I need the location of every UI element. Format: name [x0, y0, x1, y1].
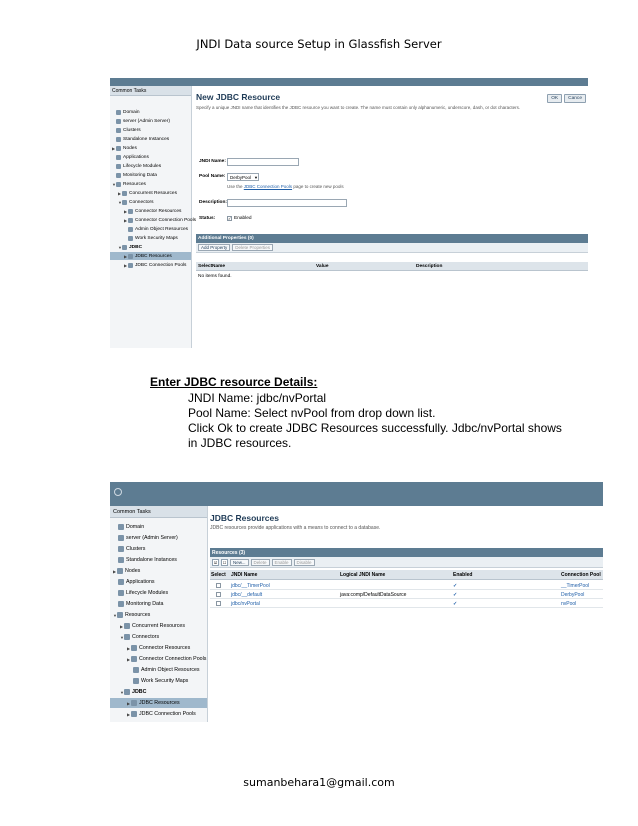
- cancel-button[interactable]: Cance: [564, 94, 586, 103]
- folder-icon: [128, 209, 133, 214]
- tree-item-jdbc-connection-pools[interactable]: ▶ JDBC Connection Pools: [127, 711, 196, 717]
- server-icon: [118, 535, 124, 541]
- jndi-name-link[interactable]: jdbc/__TimerPool: [231, 582, 270, 589]
- server-icon: [116, 119, 121, 124]
- enabled-check-icon: ✓: [453, 591, 458, 598]
- additional-properties-toolbar: [196, 243, 588, 253]
- tree-item-jdbc[interactable]: ▼ JDBC: [118, 244, 143, 250]
- navigation-tree: [110, 86, 197, 348]
- jdbc-connection-pools-link[interactable]: JDBC Connection Pools: [243, 184, 293, 189]
- domain-icon: [118, 524, 124, 530]
- folder-icon: [128, 227, 133, 232]
- nodes-icon: [116, 146, 121, 151]
- instance-icon: [118, 557, 124, 563]
- main-content: [194, 86, 588, 348]
- folder-icon: [124, 689, 130, 695]
- folder-icon: [131, 700, 137, 706]
- tree-item-connector-connection-pools[interactable]: ▶ Connector Connection Pools: [124, 217, 197, 223]
- expand-arrow-icon[interactable]: ▶: [124, 208, 128, 214]
- tree-item-lifecycle-modules[interactable]: Lifecycle Modules: [116, 162, 161, 170]
- expand-arrow-icon[interactable]: ▶: [124, 253, 128, 259]
- tree-item-clusters[interactable]: Clusters: [116, 126, 141, 134]
- row-checkbox[interactable]: [216, 592, 221, 597]
- connection-pool-link[interactable]: nvPool: [561, 600, 577, 607]
- lifecycle-icon: [118, 590, 124, 596]
- tree-item-jdbc-resources[interactable]: ▶ JDBC Resources: [110, 698, 207, 708]
- main-content: [210, 506, 603, 722]
- expand-arrow-icon[interactable]: ▶: [127, 711, 131, 717]
- instructions-title: Enter JDBC resource Details:: [150, 375, 318, 389]
- logical-jndi-name: java:comp/DefaultDataSource: [340, 591, 407, 598]
- tree-item-concurrent-resources[interactable]: ▶ Concurrent Resources: [120, 623, 185, 629]
- tree-item-connector-connection-pools[interactable]: ▶ Connector Connection Pools: [127, 656, 207, 662]
- table-row[interactable]: [210, 599, 603, 608]
- domain-icon: [116, 110, 121, 115]
- collapse-arrow-icon[interactable]: ▼: [118, 199, 122, 205]
- tree-item-concurrent-resources[interactable]: ▶ Concurrent Resources: [118, 190, 177, 196]
- deselect-all-icon[interactable]: ☐: [222, 559, 227, 565]
- enabled-check-icon: ✓: [453, 600, 458, 607]
- tree-item-admin-object-resources[interactable]: Admin Object Resources: [128, 225, 188, 233]
- common-tasks-header[interactable]: Common Tasks: [110, 86, 191, 96]
- folder-icon: [131, 656, 137, 662]
- folder-icon: [131, 711, 137, 717]
- tree-item-clusters[interactable]: Clusters: [118, 544, 145, 554]
- table-row[interactable]: [210, 581, 603, 590]
- tree-item-server[interactable]: server (Admin Server): [116, 117, 170, 125]
- glassfish-logo-icon: [114, 488, 122, 496]
- tree-item-domain[interactable]: Domain: [116, 108, 140, 116]
- jndi-name-input[interactable]: [227, 158, 299, 166]
- tree-item-server[interactable]: server (Admin Server): [118, 533, 178, 543]
- tree-item-nodes[interactable]: ▶ Nodes: [113, 568, 141, 574]
- column-name[interactable]: Name: [212, 264, 226, 269]
- top-banner: [110, 78, 588, 86]
- pool-name-label: Pool Name:: [199, 174, 226, 179]
- row-checkbox[interactable]: [216, 583, 221, 588]
- column-description[interactable]: Description: [416, 264, 443, 269]
- connection-pool-link[interactable]: __TimerPool: [561, 582, 590, 589]
- lifecycle-icon: [116, 164, 121, 169]
- tree-item-connectors[interactable]: ▼ Connectors: [118, 199, 154, 205]
- expand-arrow-icon[interactable]: ▶: [124, 217, 128, 223]
- pool-help-text: Use the JDBC Connection Pools page to create new pools: [227, 184, 344, 189]
- jdbc-resources-screenshot: [110, 482, 603, 722]
- enable-button[interactable]: Enable: [272, 559, 292, 566]
- column-select: Select: [211, 572, 226, 578]
- enabled-label: Enabled: [234, 216, 252, 221]
- column-select: Select: [198, 264, 213, 269]
- folder-icon: [131, 645, 137, 651]
- row-checkbox[interactable]: [216, 601, 221, 606]
- collapse-arrow-icon[interactable]: ▼: [113, 612, 117, 618]
- folder-icon: [133, 667, 139, 673]
- tree-item-monitoring-data[interactable]: Monitoring Data: [116, 171, 157, 179]
- column-logical-jndi-name[interactable]: Logical JNDI Name: [340, 572, 386, 578]
- expand-arrow-icon[interactable]: ▶: [113, 568, 117, 574]
- jndi-name-link[interactable]: jdbc/nvPortal: [231, 600, 260, 607]
- folder-icon: [122, 245, 127, 250]
- resources-table-header: [210, 570, 603, 580]
- instruction-line: Click Ok to create JDBC Resources successfully. Jdbc/nvPortal shows: [188, 421, 562, 435]
- delete-properties-button[interactable]: Delete Properties: [232, 244, 273, 251]
- new-button[interactable]: New...: [230, 559, 249, 566]
- enabled-check-icon: ✓: [453, 582, 458, 589]
- select-all-icon[interactable]: ☑: [213, 559, 218, 565]
- tree-item-lifecycle-modules[interactable]: Lifecycle Modules: [118, 588, 168, 598]
- folder-icon: [128, 236, 133, 241]
- tree-item-domain[interactable]: Domain: [118, 522, 144, 532]
- new-jdbc-resource-screenshot: [110, 78, 588, 348]
- page-title: New JDBC Resource: [196, 92, 281, 102]
- tree-item-jdbc-resources[interactable]: ▶ JDBC Resources: [110, 252, 191, 260]
- page-title: JDBC Resources: [210, 513, 279, 523]
- column-value[interactable]: Value: [316, 264, 329, 269]
- connection-pool-link[interactable]: DerbyPool: [561, 591, 585, 598]
- folder-icon: [128, 218, 133, 223]
- expand-arrow-icon[interactable]: ▶: [118, 190, 122, 196]
- page-description: JDBC resources provide applications with a means to connect to a database.: [210, 525, 381, 531]
- tree-item-resources[interactable]: ▼ Resources: [112, 181, 146, 187]
- applications-icon: [116, 155, 121, 160]
- instruction-line: in JDBC resources.: [188, 436, 292, 450]
- instruction-line: JNDI Name: jdbc/nvPortal: [188, 391, 327, 405]
- folder-icon: [122, 191, 127, 196]
- tree-item-resources[interactable]: ▼ Resources: [113, 612, 151, 618]
- table-row[interactable]: [210, 590, 603, 599]
- common-tasks-header[interactable]: Common Tasks: [110, 506, 207, 518]
- collapse-arrow-icon[interactable]: ▼: [118, 244, 122, 250]
- expand-arrow-icon[interactable]: ▶: [127, 700, 131, 706]
- description-input[interactable]: [227, 199, 347, 207]
- page-description: Specify a unique JNDI name that identifies the JDBC resource you want to create. The name must contain only alphanumeric, underscore, dash, or dot characters.: [196, 105, 521, 110]
- expand-arrow-icon[interactable]: ▶: [127, 645, 131, 651]
- tree-item-connector-resources[interactable]: ▶ Connector Resources: [127, 645, 191, 651]
- tree-item-standalone-instances[interactable]: Standalone Instances: [116, 135, 169, 143]
- expand-arrow-icon[interactable]: ▶: [112, 145, 116, 151]
- tree-item-work-security-maps[interactable]: Work Security Maps: [128, 234, 178, 242]
- status-label: Status:: [199, 216, 216, 221]
- tree-item-connectors[interactable]: ▼ Connectors: [120, 634, 160, 640]
- column-connection-pool[interactable]: Connection Pool: [561, 572, 601, 578]
- ok-button[interactable]: OK: [547, 94, 562, 103]
- folder-icon: [128, 263, 133, 268]
- tree-item-work-security-maps[interactable]: Work Security Maps: [133, 676, 188, 686]
- resources-toolbar: [210, 557, 603, 568]
- applications-icon: [118, 579, 124, 585]
- expand-arrow-icon[interactable]: ▶: [127, 656, 131, 662]
- additional-properties-header: Additional Properties (0): [196, 234, 588, 243]
- instance-icon: [116, 137, 121, 142]
- folder-icon: [133, 678, 139, 684]
- delete-button[interactable]: Delete: [251, 559, 270, 566]
- resources-table-title: Resources (3): [210, 548, 603, 557]
- description-label: Description:: [199, 200, 227, 205]
- top-banner: [110, 482, 603, 506]
- folder-icon: [124, 623, 130, 629]
- expand-arrow-icon[interactable]: ▶: [124, 262, 128, 268]
- collapse-arrow-icon[interactable]: ▼: [120, 634, 124, 640]
- folder-icon: [128, 254, 133, 259]
- resources-icon: [117, 612, 123, 618]
- jndi-name-label: JNDI Name:: [199, 159, 229, 164]
- monitoring-icon: [116, 173, 121, 178]
- tree-item-jdbc-connection-pools[interactable]: ▶ JDBC Connection Pools: [124, 262, 187, 268]
- add-property-button[interactable]: Add Property: [198, 244, 230, 251]
- navigation-tree: [110, 506, 208, 722]
- tree-item-standalone-instances[interactable]: Standalone Instances: [118, 555, 177, 565]
- empty-table-message: No items found.: [198, 274, 232, 279]
- chevron-down-icon: ▼: [254, 174, 258, 180]
- folder-icon: [122, 200, 127, 205]
- folder-icon: [124, 634, 130, 640]
- jndi-name-link[interactable]: jdbc/__default: [231, 591, 263, 598]
- tree-item-applications[interactable]: Applications: [118, 577, 155, 587]
- nodes-icon: [117, 568, 123, 574]
- tree-item-nodes[interactable]: ▶ Nodes: [112, 145, 137, 151]
- column-jndi-name[interactable]: JNDI Name: [231, 572, 258, 578]
- tree-item-applications[interactable]: Applications: [116, 153, 149, 161]
- tree-item-admin-object-resources[interactable]: Admin Object Resources: [133, 665, 200, 675]
- monitoring-icon: [118, 601, 124, 607]
- enabled-checkbox[interactable]: ✓: [228, 216, 232, 221]
- collapse-arrow-icon[interactable]: ▼: [120, 689, 124, 695]
- document-header: JNDI Data source Setup in Glassfish Server: [196, 37, 442, 51]
- cluster-icon: [116, 128, 121, 133]
- instruction-line: Pool Name: Select nvPool from drop down list.: [188, 406, 436, 420]
- tree-item-connector-resources[interactable]: ▶ Connector Resources: [124, 208, 182, 214]
- cluster-icon: [118, 546, 124, 552]
- properties-table-header: [196, 262, 588, 271]
- resources-icon: [116, 182, 121, 187]
- disable-button[interactable]: Disable: [294, 559, 315, 566]
- tree-item-jdbc[interactable]: ▼ JDBC: [120, 689, 147, 695]
- column-enabled[interactable]: Enabled: [453, 572, 473, 578]
- tree-item-monitoring-data[interactable]: Monitoring Data: [118, 599, 163, 609]
- collapse-arrow-icon[interactable]: ▼: [112, 181, 116, 187]
- expand-arrow-icon[interactable]: ▶: [120, 623, 124, 629]
- pool-name-select[interactable]: DerbyPool ▼: [227, 173, 259, 181]
- document-footer: sumanbehara1@gmail.com: [243, 776, 395, 789]
